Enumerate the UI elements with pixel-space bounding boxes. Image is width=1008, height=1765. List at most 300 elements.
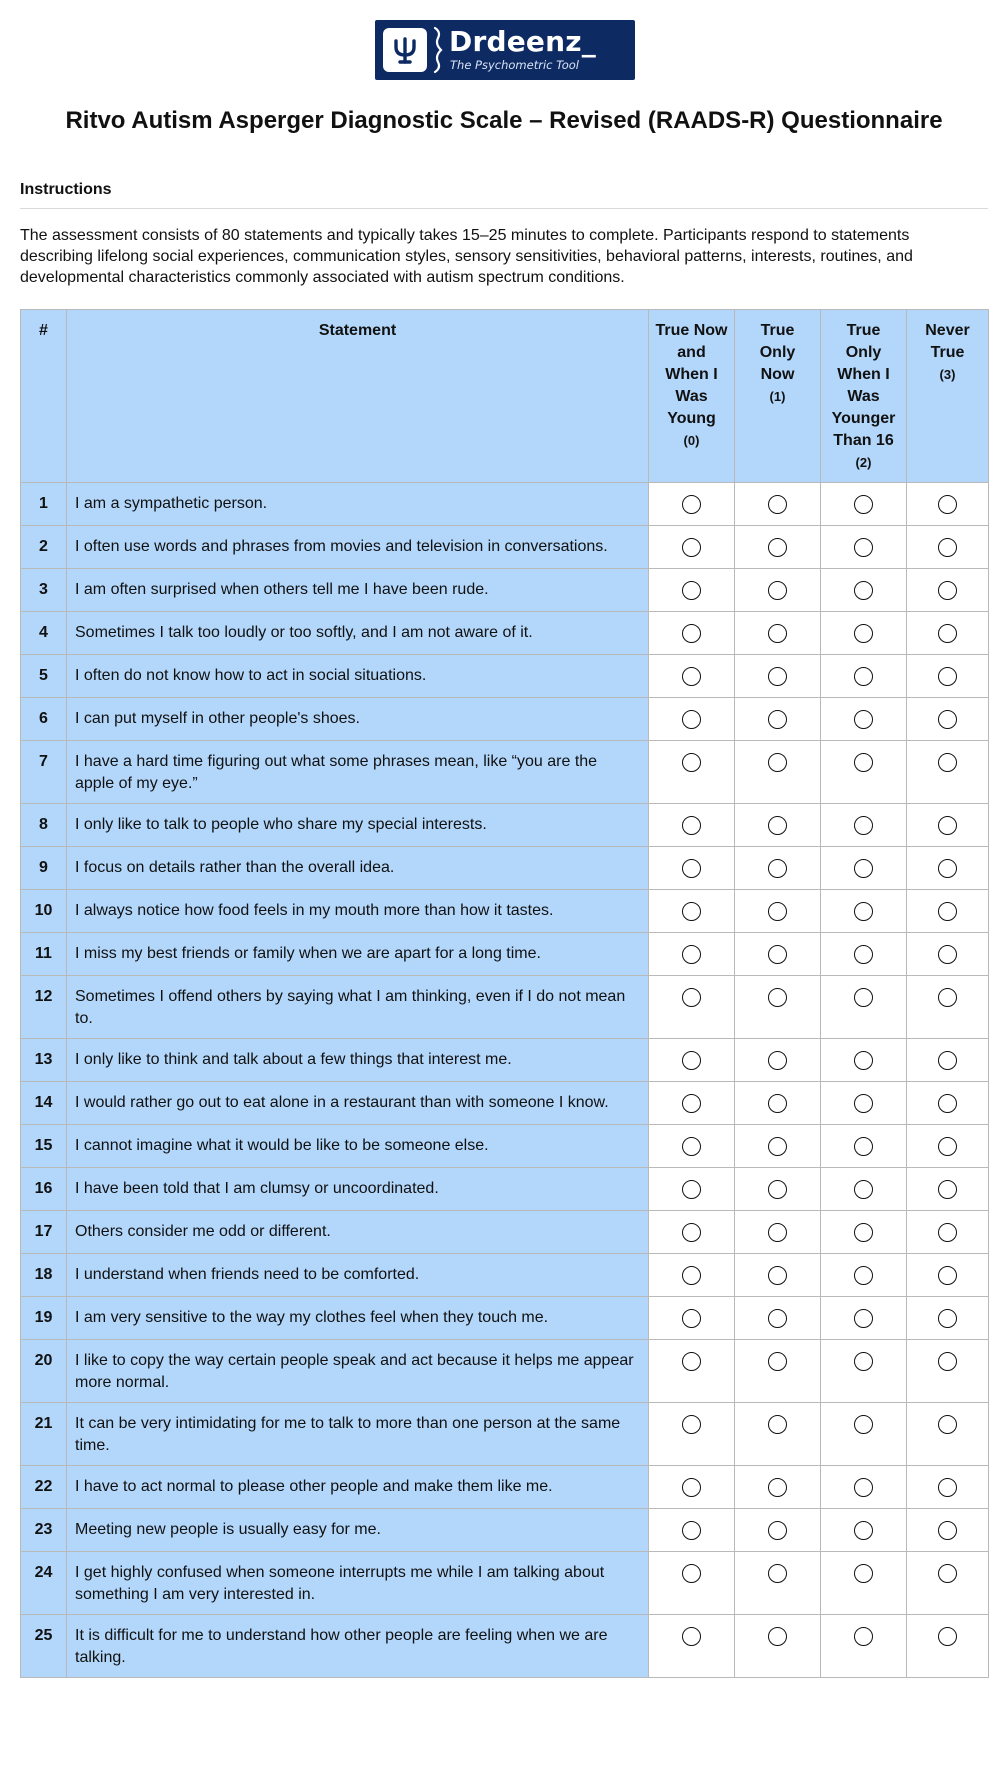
answer-cell [821, 1615, 907, 1678]
answer-cell [907, 1509, 989, 1552]
answer-radio-option-2[interactable] [854, 1415, 873, 1434]
question-statement: It can be very intimidating for me to talk to more than one person at the same time. [67, 1403, 649, 1466]
answer-cell [649, 1466, 735, 1509]
answer-radio-option-0[interactable] [682, 710, 701, 729]
answer-cell [735, 1254, 821, 1297]
question-statement: Others consider me odd or different. [67, 1211, 649, 1254]
table-row [21, 1168, 989, 1211]
answer-cell [907, 1125, 989, 1168]
answer-cell [821, 741, 907, 804]
answer-cell [649, 1082, 735, 1125]
answer-radio-option-3[interactable] [938, 1478, 957, 1497]
answer-radio-option-2[interactable] [854, 1627, 873, 1646]
answer-radio-option-1[interactable] [768, 753, 787, 772]
answer-cell [821, 1039, 907, 1082]
answer-radio-option-2[interactable] [854, 624, 873, 643]
answer-radio-option-0[interactable] [682, 902, 701, 921]
answer-radio-option-1[interactable] [768, 816, 787, 835]
table-row [21, 526, 989, 569]
answer-cell [907, 804, 989, 847]
answer-radio-option-3[interactable] [938, 816, 957, 835]
answer-radio-option-2[interactable] [854, 988, 873, 1007]
table-row [21, 804, 989, 847]
table-row [21, 655, 989, 698]
answer-cell [649, 526, 735, 569]
answer-cell [907, 1297, 989, 1340]
brand-logo [375, 20, 635, 80]
answer-radio-option-2[interactable] [854, 1180, 873, 1199]
answer-radio-option-0[interactable] [682, 1564, 701, 1583]
table-row [21, 1615, 989, 1678]
answer-radio-option-1[interactable] [768, 581, 787, 600]
answer-cell [907, 1615, 989, 1678]
question-statement: Meeting new people is usually easy for me. [67, 1509, 649, 1552]
answer-cell [649, 741, 735, 804]
answer-radio-option-2[interactable] [854, 1051, 873, 1070]
option-score: (0) [683, 433, 700, 448]
answer-cell [821, 1340, 907, 1403]
column-header-option-3 [907, 310, 989, 483]
answer-cell [907, 1039, 989, 1082]
answer-radio-option-2[interactable] [854, 1266, 873, 1285]
answer-cell [821, 890, 907, 933]
answer-radio-option-3[interactable] [938, 859, 957, 878]
answer-cell [907, 1466, 989, 1509]
question-number: 7 [21, 741, 67, 804]
answer-cell [649, 1039, 735, 1082]
question-statement: I cannot imagine what it would be like to be someone else. [67, 1125, 649, 1168]
answer-cell [821, 526, 907, 569]
answer-radio-option-1[interactable] [768, 1180, 787, 1199]
answer-cell [649, 569, 735, 612]
answer-cell [649, 1297, 735, 1340]
answer-cell [649, 1254, 735, 1297]
question-statement: I understand when friends need to be comforted. [67, 1254, 649, 1297]
answer-radio-option-0[interactable] [682, 1051, 701, 1070]
answer-radio-option-2[interactable] [854, 581, 873, 600]
answer-radio-option-3[interactable] [938, 988, 957, 1007]
answer-cell [649, 483, 735, 526]
answer-cell [821, 933, 907, 976]
answer-radio-option-0[interactable] [682, 667, 701, 686]
answer-radio-option-3[interactable] [938, 538, 957, 557]
question-statement: Sometimes I talk too loudly or too softly, and I am not aware of it. [67, 612, 649, 655]
option-label: True Now and When I Was Young [655, 322, 728, 427]
answer-cell [649, 847, 735, 890]
question-statement: I always notice how food feels in my mouth more than how it tastes. [67, 890, 649, 933]
answer-cell [821, 1466, 907, 1509]
question-number: 13 [21, 1039, 67, 1082]
answer-radio-option-2[interactable] [854, 945, 873, 964]
answer-radio-option-1[interactable] [768, 1415, 787, 1434]
answer-radio-option-1[interactable] [768, 1309, 787, 1328]
answer-radio-option-3[interactable] [938, 1564, 957, 1583]
answer-radio-option-2[interactable] [854, 1521, 873, 1540]
answer-radio-option-0[interactable] [682, 1352, 701, 1371]
question-statement: I am often surprised when others tell me I have been rude. [67, 569, 649, 612]
answer-cell [735, 1125, 821, 1168]
answer-cell [735, 1340, 821, 1403]
answer-radio-option-2[interactable] [854, 1309, 873, 1328]
question-statement: I would rather go out to eat alone in a restaurant than with someone I know. [67, 1082, 649, 1125]
answer-cell [649, 1211, 735, 1254]
answer-cell [735, 1466, 821, 1509]
table-row [21, 1082, 989, 1125]
answer-cell [735, 612, 821, 655]
answer-radio-option-1[interactable] [768, 1478, 787, 1497]
brand-tagline: The Psychometric Tool [450, 58, 579, 72]
answer-radio-option-3[interactable] [938, 1180, 957, 1199]
answer-radio-option-3[interactable] [938, 1094, 957, 1113]
question-number: 24 [21, 1552, 67, 1615]
column-header-statement: Statement [67, 310, 649, 483]
question-number: 5 [21, 655, 67, 698]
answer-cell [649, 1403, 735, 1466]
question-number: 19 [21, 1297, 67, 1340]
instructions-heading: Instructions [20, 181, 112, 198]
table-row [21, 569, 989, 612]
answer-radio-option-2[interactable] [854, 1094, 873, 1113]
question-number: 18 [21, 1254, 67, 1297]
answer-radio-option-1[interactable] [768, 1627, 787, 1646]
answer-radio-option-3[interactable] [938, 1521, 957, 1540]
question-statement: I focus on details rather than the overall idea. [67, 847, 649, 890]
table-row [21, 1403, 989, 1466]
answer-radio-option-0[interactable] [682, 753, 701, 772]
table-row [21, 1039, 989, 1082]
answer-radio-option-3[interactable] [938, 1223, 957, 1242]
answer-cell [735, 890, 821, 933]
answer-cell [821, 1082, 907, 1125]
answer-cell [907, 569, 989, 612]
table-row [21, 1466, 989, 1509]
table-row [21, 890, 989, 933]
answer-radio-option-0[interactable] [682, 859, 701, 878]
table-row [21, 483, 989, 526]
answer-radio-option-0[interactable] [682, 1521, 701, 1540]
table-row [21, 1211, 989, 1254]
questionnaire-table [20, 309, 989, 1678]
question-statement: I often do not know how to act in social situations. [67, 655, 649, 698]
question-statement: I miss my best friends or family when we are apart for a long time. [67, 933, 649, 976]
answer-cell [907, 890, 989, 933]
answer-radio-option-3[interactable] [938, 753, 957, 772]
answer-cell [735, 1211, 821, 1254]
answer-radio-option-1[interactable] [768, 1564, 787, 1583]
question-number: 17 [21, 1211, 67, 1254]
question-statement: I have to act normal to please other people and make them like me. [67, 1466, 649, 1509]
answer-cell [649, 1552, 735, 1615]
answer-radio-option-0[interactable] [682, 945, 701, 964]
question-number: 14 [21, 1082, 67, 1125]
answer-radio-option-1[interactable] [768, 945, 787, 964]
question-number: 11 [21, 933, 67, 976]
answer-radio-option-3[interactable] [938, 1309, 957, 1328]
table-row [21, 1297, 989, 1340]
answer-radio-option-1[interactable] [768, 1137, 787, 1156]
answer-radio-option-0[interactable] [682, 1137, 701, 1156]
psi-icon [383, 28, 427, 72]
question-statement: I have been told that I am clumsy or uncoordinated. [67, 1168, 649, 1211]
question-statement: I am very sensitive to the way my clothes feel when they touch me. [67, 1297, 649, 1340]
answer-cell [649, 1509, 735, 1552]
answer-radio-option-1[interactable] [768, 667, 787, 686]
answer-radio-option-0[interactable] [682, 988, 701, 1007]
answer-cell [821, 976, 907, 1039]
answer-radio-option-2[interactable] [854, 538, 873, 557]
instructions-divider [20, 208, 988, 209]
question-number: 4 [21, 612, 67, 655]
option-score: (1) [769, 389, 786, 404]
answer-cell [907, 1340, 989, 1403]
answer-cell [649, 1168, 735, 1211]
answer-radio-option-2[interactable] [854, 902, 873, 921]
answer-radio-option-2[interactable] [854, 1223, 873, 1242]
answer-cell [735, 1297, 821, 1340]
table-header-row [21, 310, 989, 483]
question-number: 20 [21, 1340, 67, 1403]
answer-radio-option-1[interactable] [768, 859, 787, 878]
option-score: (2) [855, 455, 872, 470]
answer-cell [907, 698, 989, 741]
table-row [21, 1340, 989, 1403]
answer-cell [735, 526, 821, 569]
table-row [21, 612, 989, 655]
answer-cell [821, 804, 907, 847]
page-title: Ritvo Autism Asperger Diagnostic Scale – Revised (RAADS-R) Questionnaire [65, 107, 943, 134]
answer-cell [649, 804, 735, 847]
answer-cell [821, 847, 907, 890]
table-row [21, 1254, 989, 1297]
column-header-option-1 [735, 310, 821, 483]
answer-cell [735, 1615, 821, 1678]
answer-radio-option-3[interactable] [938, 1627, 957, 1646]
answer-cell [907, 933, 989, 976]
table-row [21, 1552, 989, 1615]
brace-icon [432, 26, 446, 74]
answer-radio-option-1[interactable] [768, 624, 787, 643]
answer-radio-option-1[interactable] [768, 988, 787, 1007]
question-number: 8 [21, 804, 67, 847]
table-row [21, 976, 989, 1039]
answer-radio-option-2[interactable] [854, 859, 873, 878]
table-row [21, 698, 989, 741]
answer-radio-option-3[interactable] [938, 667, 957, 686]
answer-radio-option-1[interactable] [768, 538, 787, 557]
answer-radio-option-2[interactable] [854, 753, 873, 772]
answer-radio-option-1[interactable] [768, 1051, 787, 1070]
answer-cell [907, 1211, 989, 1254]
answer-radio-option-0[interactable] [682, 538, 701, 557]
answer-radio-option-0[interactable] [682, 816, 701, 835]
answer-radio-option-0[interactable] [682, 1180, 701, 1199]
answer-radio-option-0[interactable] [682, 1309, 701, 1328]
answer-radio-option-0[interactable] [682, 1223, 701, 1242]
answer-cell [735, 1039, 821, 1082]
question-statement: I only like to talk to people who share my special interests. [67, 804, 649, 847]
answer-cell [907, 655, 989, 698]
answer-cell [735, 1082, 821, 1125]
answer-radio-option-3[interactable] [938, 581, 957, 600]
answer-cell [821, 1403, 907, 1466]
answer-cell [735, 847, 821, 890]
answer-cell [735, 804, 821, 847]
answer-cell [649, 612, 735, 655]
column-header-option-2 [821, 310, 907, 483]
answer-radio-option-2[interactable] [854, 667, 873, 686]
answer-cell [735, 569, 821, 612]
answer-radio-option-0[interactable] [682, 624, 701, 643]
answer-cell [907, 1254, 989, 1297]
answer-cell [649, 976, 735, 1039]
answer-radio-option-2[interactable] [854, 1478, 873, 1497]
answer-radio-option-0[interactable] [682, 495, 701, 514]
question-number: 2 [21, 526, 67, 569]
question-number: 6 [21, 698, 67, 741]
answer-cell [907, 612, 989, 655]
question-statement: I often use words and phrases from movies and television in conversations. [67, 526, 649, 569]
question-statement: I have a hard time figuring out what some phrases mean, like “you are the apple of my eye.” [67, 741, 649, 804]
answer-radio-option-3[interactable] [938, 1137, 957, 1156]
answer-cell [821, 569, 907, 612]
answer-cell [735, 976, 821, 1039]
answer-radio-option-2[interactable] [854, 816, 873, 835]
question-number: 23 [21, 1509, 67, 1552]
answer-cell [907, 847, 989, 890]
answer-radio-option-3[interactable] [938, 710, 957, 729]
question-number: 25 [21, 1615, 67, 1678]
answer-cell [821, 655, 907, 698]
answer-radio-option-1[interactable] [768, 1521, 787, 1540]
brand-name: Drdeenz_ [449, 25, 596, 58]
answer-cell [649, 698, 735, 741]
answer-cell [735, 933, 821, 976]
answer-cell [735, 1168, 821, 1211]
table-row [21, 1125, 989, 1168]
answer-cell [821, 1125, 907, 1168]
answer-cell [821, 1254, 907, 1297]
answer-radio-option-1[interactable] [768, 1223, 787, 1242]
question-statement: I can put myself in other people's shoes. [67, 698, 649, 741]
answer-radio-option-2[interactable] [854, 1564, 873, 1583]
answer-radio-option-0[interactable] [682, 581, 701, 600]
answer-cell [649, 1125, 735, 1168]
question-number: 21 [21, 1403, 67, 1466]
answer-radio-option-0[interactable] [682, 1478, 701, 1497]
answer-radio-option-0[interactable] [682, 1094, 701, 1113]
answer-radio-option-3[interactable] [938, 1266, 957, 1285]
answer-radio-option-1[interactable] [768, 495, 787, 514]
answer-radio-option-2[interactable] [854, 1137, 873, 1156]
answer-cell [907, 483, 989, 526]
option-score: (3) [939, 367, 956, 382]
answer-radio-option-1[interactable] [768, 1094, 787, 1113]
answer-radio-option-3[interactable] [938, 902, 957, 921]
answer-cell [907, 1403, 989, 1466]
table-row [21, 847, 989, 890]
answer-cell [735, 1509, 821, 1552]
answer-radio-option-3[interactable] [938, 1415, 957, 1434]
question-number: 3 [21, 569, 67, 612]
option-label: Never True [925, 322, 970, 361]
question-number: 9 [21, 847, 67, 890]
answer-radio-option-0[interactable] [682, 1415, 701, 1434]
question-number: 12 [21, 976, 67, 1039]
answer-cell [649, 1615, 735, 1678]
answer-cell [735, 698, 821, 741]
answer-cell [735, 1403, 821, 1466]
answer-radio-option-0[interactable] [682, 1266, 701, 1285]
answer-radio-option-2[interactable] [854, 710, 873, 729]
answer-cell [649, 933, 735, 976]
answer-radio-option-3[interactable] [938, 495, 957, 514]
answer-radio-option-3[interactable] [938, 1051, 957, 1070]
answer-cell [649, 890, 735, 933]
answer-radio-option-2[interactable] [854, 495, 873, 514]
answer-radio-option-3[interactable] [938, 624, 957, 643]
table-row [21, 933, 989, 976]
question-statement: Sometimes I offend others by saying what I am thinking, even if I do not mean to. [67, 976, 649, 1039]
answer-cell [821, 1297, 907, 1340]
answer-cell [907, 526, 989, 569]
answer-radio-option-3[interactable] [938, 1352, 957, 1371]
answer-cell [821, 1211, 907, 1254]
question-statement: I get highly confused when someone interrupts me while I am talking about something I am very interested in. [67, 1552, 649, 1615]
answer-cell [821, 698, 907, 741]
answer-cell [821, 1509, 907, 1552]
question-number: 16 [21, 1168, 67, 1211]
answer-cell [821, 612, 907, 655]
answer-cell [735, 483, 821, 526]
answer-radio-option-1[interactable] [768, 1352, 787, 1371]
answer-cell [735, 741, 821, 804]
answer-cell [821, 483, 907, 526]
answer-cell [821, 1552, 907, 1615]
answer-cell [735, 655, 821, 698]
table-row [21, 741, 989, 804]
question-statement: It is difficult for me to understand how other people are feeling when we are talking. [67, 1615, 649, 1678]
answer-cell [821, 1168, 907, 1211]
column-header-option-0 [649, 310, 735, 483]
answer-cell [735, 1552, 821, 1615]
question-number: 15 [21, 1125, 67, 1168]
answer-radio-option-2[interactable] [854, 1352, 873, 1371]
answer-cell [907, 741, 989, 804]
answer-radio-option-3[interactable] [938, 945, 957, 964]
answer-cell [907, 1168, 989, 1211]
answer-cell [907, 976, 989, 1039]
question-statement: I only like to think and talk about a few things that interest me. [67, 1039, 649, 1082]
answer-cell [907, 1552, 989, 1615]
question-number: 1 [21, 483, 67, 526]
instructions-text: The assessment consists of 80 statements and typically takes 15–25 minutes to complete. Participants respond to statements describing lifelong social experiences, communication styles, sensory sensitivities, behavioral patterns, interests, routines, and developmental characteristics commonly associated with autism spectrum conditions. [20, 227, 913, 286]
question-statement: I am a sympathetic person. [67, 483, 649, 526]
question-number: 10 [21, 890, 67, 933]
table-row [21, 1509, 989, 1552]
question-statement: I like to copy the way certain people speak and act because it helps me appear more normal. [67, 1340, 649, 1403]
question-number: 22 [21, 1466, 67, 1509]
table-body [21, 483, 989, 1678]
answer-radio-option-1[interactable] [768, 1266, 787, 1285]
answer-radio-option-0[interactable] [682, 1627, 701, 1646]
option-label: True Only Now [759, 322, 796, 383]
answer-radio-option-1[interactable] [768, 902, 787, 921]
answer-radio-option-1[interactable] [768, 710, 787, 729]
answer-cell [907, 1082, 989, 1125]
option-label: True Only When I Was Younger Than 16 [831, 322, 896, 449]
answer-cell [649, 1340, 735, 1403]
column-header-number: # [21, 310, 67, 483]
